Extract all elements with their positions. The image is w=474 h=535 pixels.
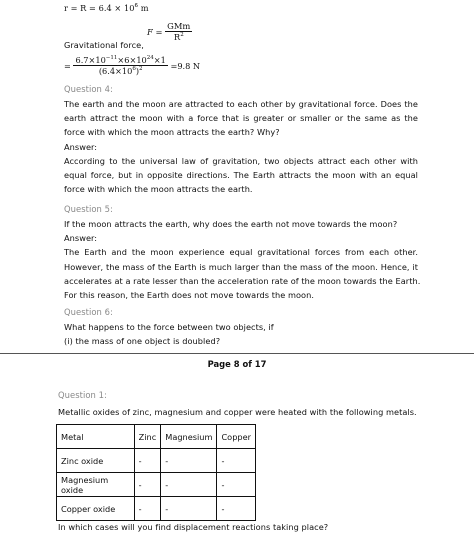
text-line: The Earth and the moon experience equal gravitational forces from each other.	[64, 247, 418, 258]
force-lhs: F =	[147, 26, 163, 37]
table-cell: -	[217, 449, 256, 473]
force-calculation	[64, 55, 200, 76]
answer-label: Answer:	[64, 233, 98, 244]
table-cell: -	[134, 497, 161, 521]
calc-numerator	[73, 55, 167, 66]
page-number: Page 8 of 17	[207, 359, 267, 369]
force-denominator	[165, 32, 192, 42]
calc-den-b-exp: 2	[139, 66, 143, 72]
metals-table	[56, 424, 256, 521]
table-cell: -	[161, 497, 217, 521]
text-line: force with which the moon attracts the earth.	[64, 184, 253, 195]
force-den-exp: 2	[180, 32, 184, 38]
table-row	[57, 449, 256, 473]
calc-den-a-exp: 6	[132, 66, 136, 72]
calc-equals: =	[64, 60, 71, 71]
text-line: accelerates at a rate lesser than the acceleration rate of the moon towards the Earth.	[64, 275, 421, 286]
text-line: What happens to the force between two objects, if	[64, 322, 274, 332]
text-line: The earth and the moon are attracted to each other by gravitational force. Does the	[64, 99, 418, 109]
table-cell: Magnesium oxide	[57, 473, 135, 497]
force-fraction	[165, 21, 192, 42]
table-cell: -	[134, 473, 161, 497]
table-header-cell: Zinc	[134, 425, 161, 449]
calc-num-b-exp: 24	[146, 55, 154, 61]
table-row	[57, 497, 256, 521]
answer-label: Answer:	[64, 141, 98, 152]
text-line: For this reason, the Earth does not move towards the moon.	[64, 290, 314, 301]
table-header-cell: Metal	[57, 425, 135, 449]
calc-denominator	[73, 66, 167, 76]
question-5-body	[64, 217, 421, 302]
table-cell: -	[161, 473, 217, 497]
gravitational-force-label: Gravitational force,	[64, 40, 144, 50]
table-header-cell: Magnesium	[161, 425, 217, 449]
calc-den-b: )	[135, 66, 140, 76]
calc-fraction	[73, 55, 167, 76]
table-cell: -	[134, 449, 161, 473]
calc-num-b: ×6×10	[117, 55, 147, 65]
table-cell: Copper oxide	[57, 497, 135, 521]
text-line: earth attract the moon with a force that is greater or smaller or the same as the	[64, 113, 418, 124]
radius-exponent: 6	[134, 3, 139, 9]
force-formula	[147, 21, 192, 42]
table-cell: -	[161, 449, 217, 473]
calc-num-a-exp: −11	[105, 55, 118, 61]
table-header-row	[57, 425, 256, 449]
text-line: equal force, but in opposite directions. The Earth attracts the moon with an equal	[64, 170, 418, 181]
force-numerator: GMm	[167, 21, 191, 31]
text-line: (i) the mass of one object is doubled?	[64, 336, 221, 347]
question-4-body	[64, 97, 418, 196]
question-4-title: Question 4:	[64, 84, 113, 94]
calc-result: =9.8 N	[170, 60, 201, 71]
calc-den-a: (6.4×10	[98, 66, 133, 76]
text-line: According to the universal law of gravitation, two objects attract each other with	[64, 155, 418, 166]
calc-num-c: ×1	[153, 55, 166, 65]
force-den-base: R	[173, 32, 181, 42]
question-5-title: Question 5:	[64, 204, 113, 214]
calc-num-a: 6.7×10	[75, 55, 106, 65]
table-cell: -	[217, 473, 256, 497]
next-question-footer: In which cases will you find displacement reactions taking place?	[58, 522, 329, 532]
text-line: force with which the moon attracts the earth? Why?	[64, 127, 280, 138]
next-question-title: Question 1:	[58, 390, 107, 400]
radius-equation	[64, 1, 149, 15]
table-cell: -	[217, 497, 256, 521]
next-question-intro: Metallic oxides of zinc, magnesium and copper were heated with the following metals.	[58, 407, 417, 417]
page-divider	[0, 353, 474, 354]
table-header-cell: Copper	[217, 425, 256, 449]
text-line: However, the mass of the Earth is much larger than the mass of the moon. Hence, it	[64, 261, 418, 272]
table-row	[57, 473, 256, 497]
radius-text: r = R = 6.4 × 10	[64, 3, 135, 13]
radius-unit: m	[138, 3, 149, 13]
question-6-title: Question 6:	[64, 307, 113, 317]
text-line: If the moon attracts the earth, why does the earth not move towards the moon?	[64, 219, 398, 229]
table-cell: Zinc oxide	[57, 449, 135, 473]
question-6-body	[64, 320, 418, 348]
